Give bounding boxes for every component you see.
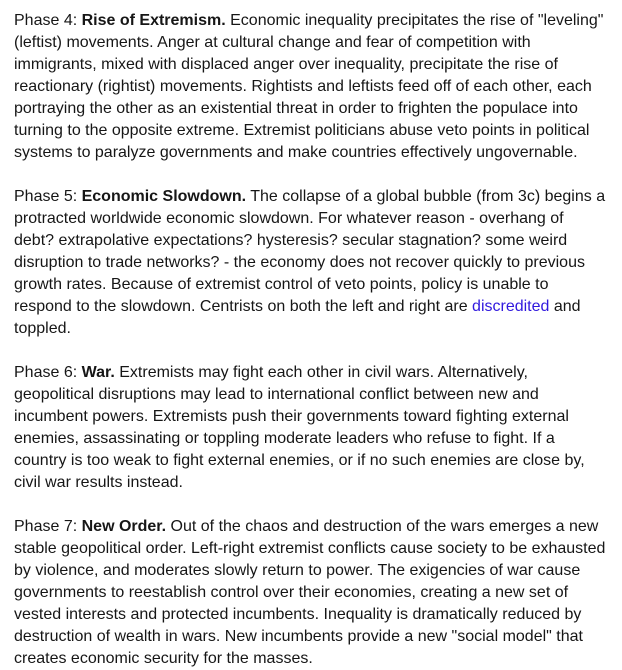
phase-title: Rise of Extremism.: [81, 12, 226, 29]
text-run: The collapse of a global bubble (from 3c) begins a protracted worldwide economic slowdown. For whatever reason - overhang of debt? extrapolative expectations? hysteresis? secular stagnation? some weird disruption to trade networks? - the economy does not recover quickly to previous growth rates. Because of extremist control of veto points, policy is unable to respond to the slowdown. Centrists on both the left and right are: [14, 188, 606, 315]
text-run: Phase 7:: [14, 518, 82, 535]
phase-title: Economic Slowdown.: [81, 188, 247, 205]
phase-title: New Order.: [81, 518, 167, 535]
text-run: Out of the chaos and destruction of the wars emerges a new stable geopolitical order. Left-right extremist conflicts cause society to be exhausted by violence, and moderates slowly return to power. The exigencies of war cause governments to reestablish control over their economies, creating a new set of vested interests and protected incumbents. Inequality is dramatically reduced by destruction of wealth in wars. New incumbents provide a new "social model" that creates economic security for the masses.: [14, 518, 606, 667]
text-run: Phase 5:: [14, 188, 82, 205]
text-run: Phase 6:: [14, 364, 82, 381]
text-run: Phase 4:: [14, 12, 82, 29]
discredited-link[interactable]: discredited: [472, 298, 550, 315]
paragraph: [14, 186, 608, 340]
text-run: Economic inequality precipitates the rise of "leveling" (leftist) movements. Anger at cultural change and fear of competition with immigrants, mixed with displaced anger over inequality, precipitate the rise of reactionary (rightist) movements. Rightists and leftists feed off of each other, each portraying the other as an existential threat in order to frighten the populace into turning to the opposite extreme. Extremist politicians abuse veto points in political systems to paralyze governments and make countries effectively ungovernable.: [14, 12, 604, 161]
paragraph: [14, 516, 608, 670]
paragraph: [14, 362, 608, 494]
text-run: and toppled.: [14, 298, 581, 337]
paragraph: [14, 10, 608, 164]
text-run: Extremists may fight each other in civil wars. Alternatively, geopolitical disruptions may lead to international conflict between new and incumbent powers. Extremists push their governments toward fighting external enemies, assassinating or toppling moderate leaders who refuse to fight. If a country is too weak to fight external enemies, or if no such enemies are close by, civil war results instead.: [14, 364, 585, 491]
phase-title: War.: [81, 364, 115, 381]
